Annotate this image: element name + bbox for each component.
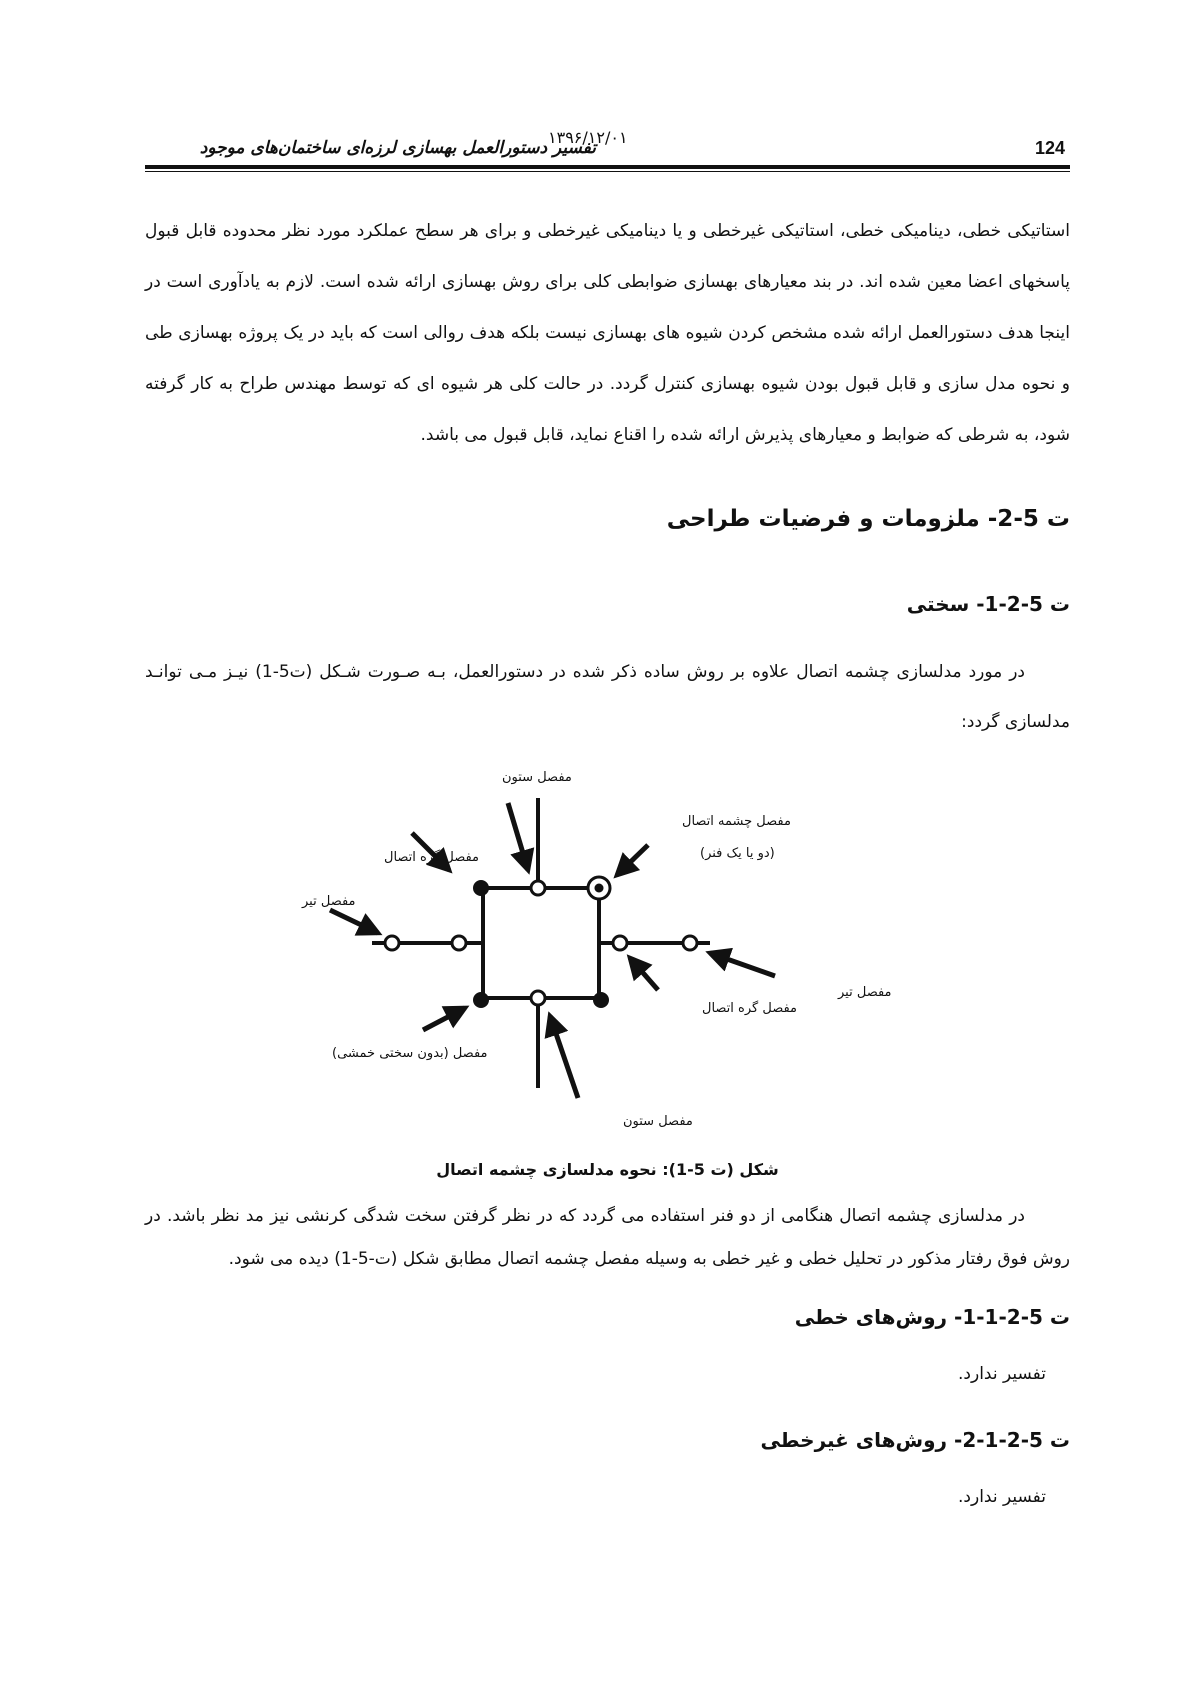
section-heading: ت 5-2- ملزومات و فرضیات طراحی [666,506,1070,532]
node-hinge-right-icon [613,936,627,950]
figure-caption: شکل (ت 5-1): نحوه مدلسازی چشمه اتصال [436,1160,779,1179]
solid-joint-icon [473,992,489,1008]
beam-hinge-right-icon [683,936,697,950]
label-panel-zone-hinge: مفصل چشمه اتصال [682,814,791,829]
panel-zone-hinge-center-icon [595,884,604,893]
arrow-panel-zone-hinge-icon [617,845,648,875]
label-column-hinge-top: مفصل ستون [502,770,572,785]
arrow-rigidless-hinge-icon [423,1008,465,1030]
subsection-heading-nonlinear: ت 5-2-1-2- روش‌های غیرخطی [760,1428,1070,1452]
arrow-beam-hinge-left-icon [330,910,378,933]
arrow-column-hinge-top-icon [508,803,528,870]
header-rule [145,165,1070,172]
label-rigidless-hinge: مفصل (بدون سختی خمشی) [332,1046,488,1061]
arrow-column-hinge-bottom-icon [550,1016,578,1098]
header-title: تفسیر دستورالعمل بهسازی لرزه‌ای ساختمان‌های موجود [199,138,596,158]
subsection-heading-linear: ت 5-2-1-1- روش‌های خطی [794,1305,1070,1329]
page-number: 124 [1035,138,1066,158]
subsection-heading-stiffness: ت 5-2-1- سختی [906,592,1070,616]
panel-zone-diagram [290,758,910,1143]
stiffness-paragraph: در مورد مدلسازی چشمه اتصال علاوه بر روش ساده ذکر شده در دستورالعمل، بـه صـورت شـکل (ت5-1) نیـز مـی توانـد مدلسازی گردد: [145,662,1070,732]
arrow-node-hinge-right-icon [630,958,658,990]
after-figure-paragraph: در مدلسازی چشمه اتصال هنگامی از دو فنر استفاده می گردد که در نظر گرفتن سخت شدگی کرنشی نیز مد نظر باشد. در روش فوق رفتار مذکور در تحلیل خطی و غیر خطی به وسیله مفصل چشمه اتصال مطابق شکل (ت-5-1) دیده می شود. [145,1206,1070,1269]
nonlinear-note: تفسیر ندارد. [958,1487,1046,1507]
solid-joint-icon [473,880,489,896]
solid-joint-icon [593,992,609,1008]
header-date: ۱۳۹۶/۱۲/۰۱ [548,128,628,147]
arrow-beam-hinge-right-icon [710,953,775,976]
node-hinge-left-icon [452,936,466,950]
column-hinge-bottom-icon [531,991,545,1005]
column-hinge-top-icon [531,881,545,895]
label-beam-hinge-left: مفصل تیر [302,894,356,909]
beam-hinge-left-icon [385,936,399,950]
label-beam-hinge-right: مفصل تیر [838,985,892,1000]
label-node-hinge-right: مفصل گره اتصال [702,1001,798,1016]
label-node-hinge-left: مفصل گره اتصال [384,850,480,865]
intro-paragraph: استاتیکی خطی، دینامیکی خطی، استاتیکی غیرخطی و یا دینامیکی غیرخطی و برای هر سطح عملکرد مورد نظر محدوده قابل قبول پاسخهای اعضا معین شده اند. در بند معیارهای بهسازی ضوابطی کلی برای روش بهسازی ارائه شده است. لازم به یادآوری است در اینجا هدف دستورالعمل ارائه شده مشخص کردن شیوه های بهسازی نیست بلکه هدف روالی است که باید در یک پروژه بهسازی طی و نحوه مدل سازی و قابل قبول بودن شیوه بهسازی کنترل گردد. در حالت کلی هر شیوه ای که توسط مهندس طراح به کار گرفته شود، به شرطی که ضوابط و معیارهای پذیرش ارائه شده را اقناع نماید، قابل قبول می باشد. [145,221,1070,445]
linear-note: تفسیر ندارد. [958,1364,1046,1384]
label-panel-zone-hinge-note: (دو یا یک فنر) [700,846,775,861]
label-column-hinge-bottom: مفصل ستون [623,1114,693,1129]
panel-zone-figure [290,758,910,1143]
